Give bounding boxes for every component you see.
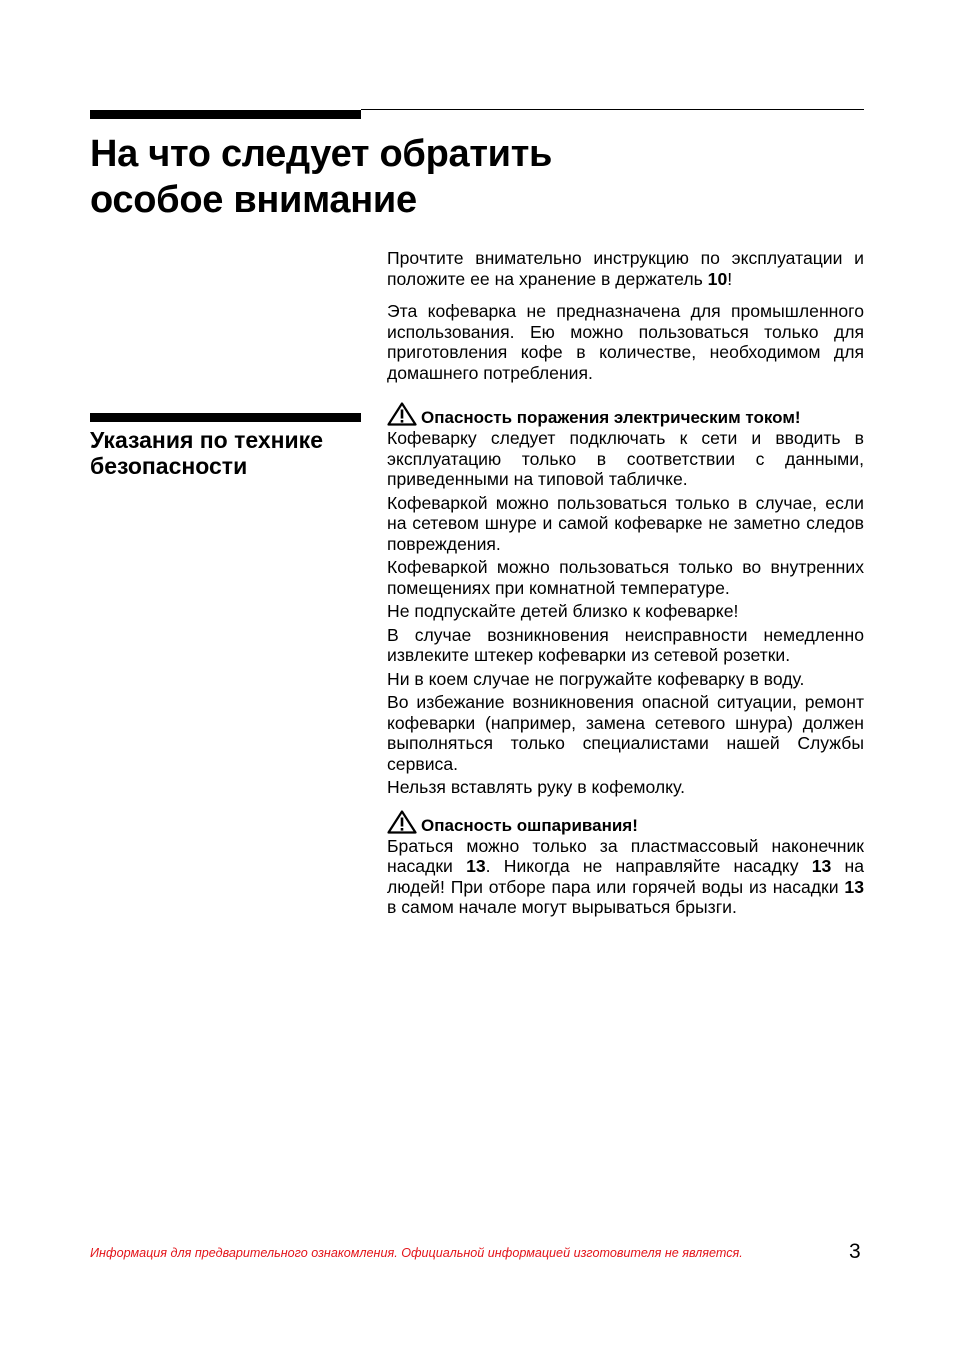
intro-paragraph-1: Прочтите внимательно инструкцию по эксплуатации и положите ее на хранение в держатель 10! [387,248,864,289]
safety-paragraph: Кофеваркой можно пользоваться только во внутренних помещениях при комнатной температуре. [387,557,864,598]
safety-paragraph: В случае возникновения неисправности немедленно извлеките штекер кофеварки из сетевой розетки. [387,624,864,665]
page-title: На что следует обратить особое внимание [90,133,553,221]
safety-paragraph: Кофеварку следует подключать к сети и вводить в эксплуатацию только в соответствии с данными, приведенными на типовой табличке. [387,428,864,489]
warning-triangle-icon [387,402,417,426]
footer-note: Информация для предварительного ознакомления. Официальной информацией изготовителя не является. [90,1246,743,1260]
scald-paragraph: Браться можно только за пластмассовый наконечник насадки 13. Никогда не направляйте насадку 13 на людей! При отборе пара или горячей воды из насадки 13 в самом начале могут вырываться брызги. [387,835,865,917]
section-rule-thick [90,413,361,422]
intro-paragraph-2: Эта кофеварка не предназначена для промышленного использования. Ею можно пользоваться только для приготовления кофе в количестве, необходимом для домашнего потребления. [387,301,864,383]
warning-triangle-icon [387,810,417,834]
safety-paragraph: Не подпускайте детей близко к кофеварке! [387,601,739,621]
section-heading: Указания по технике безопасности [90,427,323,479]
safety-paragraph: Нельзя вставлять руку в кофемолку. [387,777,685,797]
intro-column [387,248,864,383]
safety-column [387,402,864,918]
part-ref: 10 [707,268,728,289]
part-ref: 13 [844,876,864,897]
page-number: 3 [849,1240,861,1263]
part-ref: 13 [811,856,832,876]
safety-paragraph: Во избежание возникновения опасной ситуации, ремонт кофеварки (например, замена сетевого шнура) должен выполняться только специалистами нашей Службы сервиса. [387,692,864,774]
electric-warning-heading: Опасность поражения электрическим током! [387,402,864,428]
safety-paragraph: Кофеваркой можно пользоваться только в случае, если на сетевом шнуре и самой кофеварке не заметно следов повреждения. [387,492,864,554]
part-ref: 13 [466,856,486,876]
safety-paragraph: Ни в коем случае не погружайте кофеварку в воду. [387,668,805,689]
scald-warning-heading: Опасность ошпаривания! [387,810,864,836]
title-rule-thick [90,110,361,119]
title-rule-thin [361,109,864,110]
